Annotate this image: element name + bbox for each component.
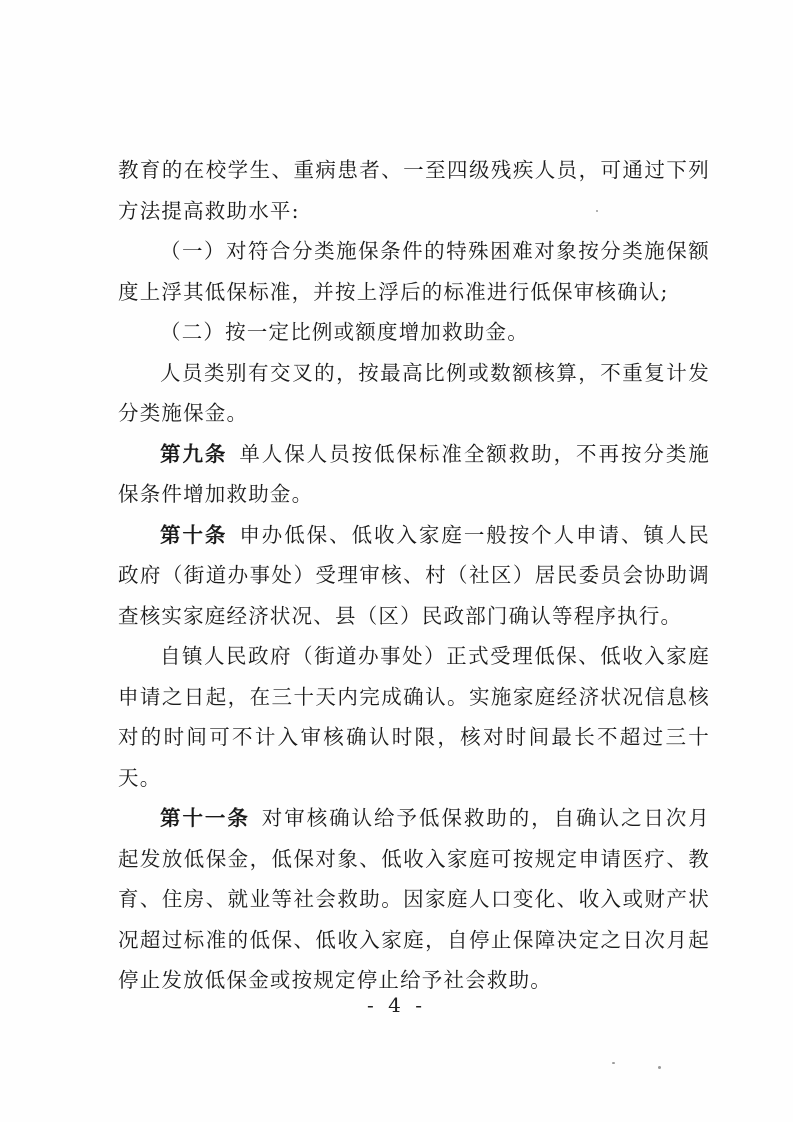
article-heading: 第九条 [160, 441, 228, 466]
paragraph-text: （二）按一定比例或额度增加救助金。 [160, 320, 529, 344]
paragraph [118, 231, 710, 312]
paragraph [118, 150, 710, 231]
paragraph-text: 单人保人员按低保标准全额救助，不再按分类施保条件增加救助金。 [118, 441, 710, 506]
article-10 [118, 515, 710, 637]
scan-speck [596, 210, 598, 212]
paragraph-text: 教育的在校学生、重病患者、一至四级残疾人员，可通过下列方法提高救助水平: [118, 158, 710, 223]
document-body [118, 150, 710, 1001]
paragraph [118, 636, 710, 798]
scan-speck [658, 1066, 661, 1069]
paragraph [118, 353, 710, 434]
article-11 [118, 798, 710, 1001]
paragraph-text: 对审核确认给予低保救助的，自确认之日次月起发放低保金，低保对象、低收入家庭可按规定申请医疗、教育、住房、就业等社会救助。因家庭人口变化、收入或财产状况超过标准的低保、低收入家庭，自停止保障决定之日次月起停止发放低保金或按规定停止给予社会救助。 [118, 806, 710, 992]
article-9 [118, 434, 710, 515]
paragraph-text: （一）对符合分类施保条件的特殊困难对象按分类施保额度上浮其低保标准，并按上浮后的标准进行低保审核确认; [118, 239, 710, 304]
article-heading: 第十条 [160, 522, 228, 547]
page-number: - 4 - [367, 993, 426, 1017]
article-heading: 第十一条 [160, 806, 250, 830]
paragraph-text: 人员类别有交叉的，按最高比例或数额核算，不重复计发分类施保金。 [118, 360, 710, 425]
paragraph-text: 自镇人民政府（街道办事处）正式受理低保、低收入家庭申请之日起，在三十天内完成确认。实施家庭经济状况信息核对的时间可不计入审核确认时限，核对时间最长不超过三十天。 [118, 644, 710, 790]
paragraph [118, 312, 710, 353]
scan-speck [612, 1062, 615, 1064]
paragraph-text: 申办低保、低收入家庭一般按个人申请、镇人民政府（街道办事处）受理审核、村（社区）居民委员会协助调查核实家庭经济状况、县（区）民政部门确认等程序执行。 [118, 522, 710, 628]
